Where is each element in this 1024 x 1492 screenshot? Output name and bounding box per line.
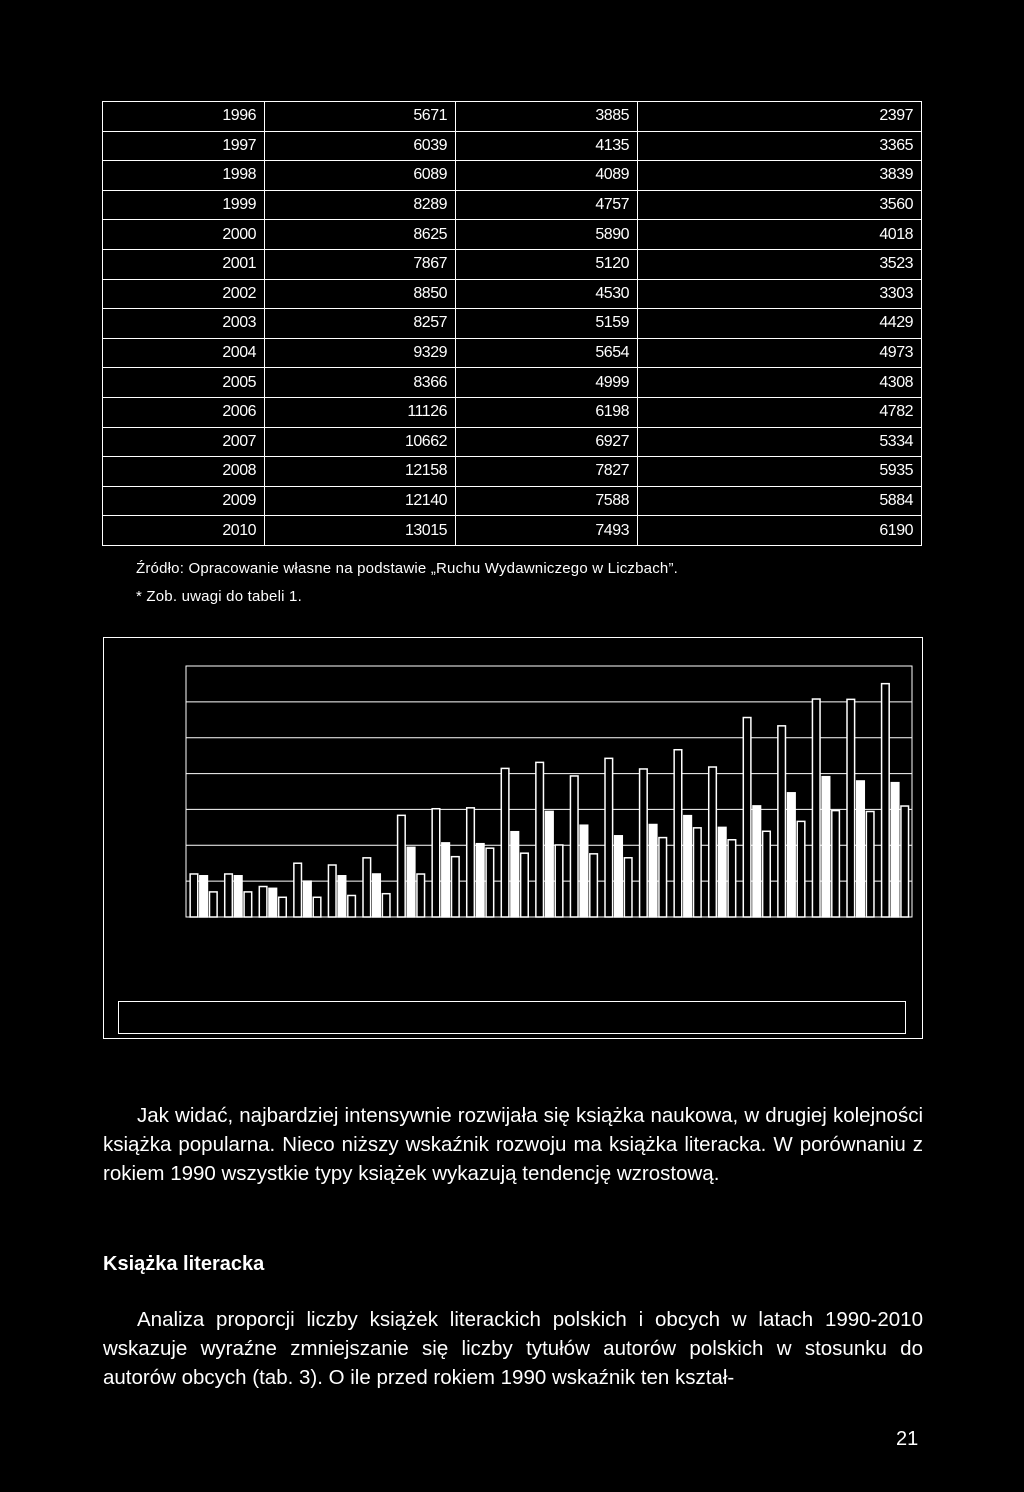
bar-chart [104, 638, 922, 1038]
table-cell: 8366 [265, 368, 456, 398]
table-row [103, 309, 922, 339]
table-row [103, 457, 922, 487]
footnote: * Zob. uwagi do tabeli 1. [136, 588, 302, 605]
chart-bar [822, 777, 830, 917]
table-cell: 4429 [638, 309, 922, 339]
table-cell: 8625 [265, 220, 456, 250]
chart-bar [382, 894, 390, 917]
page-number: 21 [896, 1428, 919, 1450]
table-cell: 2010 [103, 516, 265, 546]
table-cell: 4530 [456, 279, 638, 309]
table-cell: 3839 [638, 161, 922, 191]
table-row [103, 131, 922, 161]
table-row [103, 220, 922, 250]
table-cell: 1998 [103, 161, 265, 191]
table-row [103, 102, 922, 132]
table-cell: 13015 [265, 516, 456, 546]
table-cell: 4973 [638, 338, 922, 368]
chart-bar [407, 847, 415, 917]
table-cell: 10662 [265, 427, 456, 457]
chart-bar [279, 897, 287, 917]
table-cell: 5884 [638, 486, 922, 516]
chart-bar [442, 843, 450, 917]
table-cell: 3560 [638, 190, 922, 220]
table-cell: 7867 [265, 249, 456, 279]
chart-bar [348, 895, 356, 917]
table-row [103, 397, 922, 427]
table-cell: 5671 [265, 102, 456, 132]
paragraph-1: Jak widać, najbardziej intensywnie rozwijała się książka naukowa, w drugiej kolejności książka popularna. Nieco niższy wskaźnik rozwoju ma książka literacka. W porównaniu z rokiem 1990 wszystkie typy książek wykazują tendencję wzrostową. [103, 1104, 923, 1185]
chart-bar [788, 793, 796, 917]
table-cell: 8257 [265, 309, 456, 339]
chart-bar [398, 815, 406, 917]
chart-bar [718, 827, 726, 917]
chart-bar [753, 806, 761, 917]
chart-bar [304, 881, 312, 917]
table-cell: 12140 [265, 486, 456, 516]
table-cell: 8850 [265, 279, 456, 309]
table-cell: 4757 [456, 190, 638, 220]
table-cell: 7827 [456, 457, 638, 487]
chart-bar [674, 750, 682, 917]
chart-bar [452, 857, 460, 917]
table-row [103, 279, 922, 309]
chart-bar [570, 776, 578, 917]
table-cell: 6927 [456, 427, 638, 457]
chart-bar [640, 769, 648, 917]
chart-bar [244, 892, 252, 917]
table-cell: 3885 [456, 102, 638, 132]
chart-bar [521, 853, 529, 917]
table-cell: 2009 [103, 486, 265, 516]
table-cell: 5334 [638, 427, 922, 457]
chart-bar [615, 836, 623, 917]
chart-bar [476, 844, 484, 917]
chart-bar [338, 876, 346, 917]
chart-bar [778, 726, 786, 917]
chart-bar [486, 848, 494, 917]
chart-bar [605, 758, 613, 917]
chart-bar [763, 831, 771, 917]
chart-bar [417, 874, 425, 917]
chart-bar [624, 858, 632, 917]
chart-bar [259, 887, 267, 917]
chart-bar [210, 892, 218, 917]
table-cell: 4308 [638, 368, 922, 398]
chart-bar [190, 874, 198, 917]
table-cell: 4782 [638, 397, 922, 427]
table-cell: 3303 [638, 279, 922, 309]
table-cell: 9329 [265, 338, 456, 368]
table-cell: 8289 [265, 190, 456, 220]
chart-bar [580, 825, 588, 917]
table-cell: 6039 [265, 131, 456, 161]
table-cell: 6198 [456, 397, 638, 427]
table-body [103, 102, 922, 546]
chart-bar [200, 876, 208, 917]
table-cell: 3365 [638, 131, 922, 161]
chart-bar [832, 811, 840, 917]
chart-bar [728, 840, 736, 917]
table-cell: 2004 [103, 338, 265, 368]
chart-bar [467, 808, 475, 917]
chart-bar [546, 811, 554, 917]
table-row [103, 190, 922, 220]
chart-bar [328, 865, 336, 917]
chart-bar [234, 876, 242, 917]
table-cell: 5890 [456, 220, 638, 250]
chart-bar [857, 781, 865, 917]
table-cell: 6190 [638, 516, 922, 546]
table-cell: 2008 [103, 457, 265, 487]
chart-bar [891, 783, 899, 917]
table-cell: 12158 [265, 457, 456, 487]
table-cell: 1996 [103, 102, 265, 132]
table-cell: 2397 [638, 102, 922, 132]
table-row [103, 516, 922, 546]
table-cell: 4018 [638, 220, 922, 250]
table-row [103, 249, 922, 279]
chart-bar [901, 806, 909, 917]
chart-bar [555, 845, 563, 917]
table-cell: 2005 [103, 368, 265, 398]
chart-bar [590, 854, 598, 917]
chart-bar [269, 888, 277, 917]
table-row [103, 338, 922, 368]
data-table [102, 101, 922, 546]
table-cell: 2006 [103, 397, 265, 427]
table-cell: 4999 [456, 368, 638, 398]
chart-bar [882, 684, 890, 917]
source-note: Źródło: Opracowanie własne na podstawie „Ruchu Wydawniczego w Liczbach”. [136, 560, 679, 577]
chart-bar [536, 762, 544, 917]
chart-bar [709, 767, 717, 917]
section-heading: Książka literacka [103, 1253, 265, 1275]
chart-bar [294, 863, 302, 917]
chart-bar [797, 821, 805, 917]
table-row [103, 427, 922, 457]
table-cell: 2000 [103, 220, 265, 250]
paragraph-2: Analiza proporcji liczby książek literackich polskich i obcych w latach 1990-2010 wskazuje wyraźne zmniejszanie się liczby tytułów autorów polskich w stosunku do autorów obcych (tab. 3). O ile przed rokiem 1990 wskaźnik ten kształ- [103, 1308, 923, 1389]
chart-bar [847, 699, 855, 917]
chart-bar [501, 768, 509, 917]
chart-legend-box [118, 1001, 906, 1034]
chart-bar [866, 812, 874, 917]
table-cell: 5120 [456, 249, 638, 279]
chart-bar [511, 832, 519, 917]
table-cell: 3523 [638, 249, 922, 279]
table-cell: 2003 [103, 309, 265, 339]
table-cell: 7493 [456, 516, 638, 546]
chart-bar [649, 825, 657, 917]
table-cell: 5159 [456, 309, 638, 339]
table-cell: 6089 [265, 161, 456, 191]
chart-bar [743, 718, 751, 917]
table-cell: 11126 [265, 397, 456, 427]
chart-bar [812, 699, 820, 917]
chart-bar [659, 838, 667, 917]
chart-bar [694, 828, 702, 917]
chart-bar [432, 809, 440, 917]
chart-bar [363, 858, 371, 917]
table-cell: 2002 [103, 279, 265, 309]
table-row [103, 368, 922, 398]
table-cell: 1997 [103, 131, 265, 161]
table-row [103, 161, 922, 191]
table-cell: 2001 [103, 249, 265, 279]
chart-bar [684, 816, 692, 917]
table-cell: 5935 [638, 457, 922, 487]
table-row [103, 486, 922, 516]
chart-bar [225, 874, 233, 917]
table-cell: 4135 [456, 131, 638, 161]
table-cell: 5654 [456, 338, 638, 368]
table-cell: 1999 [103, 190, 265, 220]
chart-frame [103, 637, 923, 1039]
chart-bar [313, 897, 321, 917]
table-cell: 7588 [456, 486, 638, 516]
table-cell: 4089 [456, 161, 638, 191]
table-cell: 2007 [103, 427, 265, 457]
chart-bar [373, 874, 381, 917]
